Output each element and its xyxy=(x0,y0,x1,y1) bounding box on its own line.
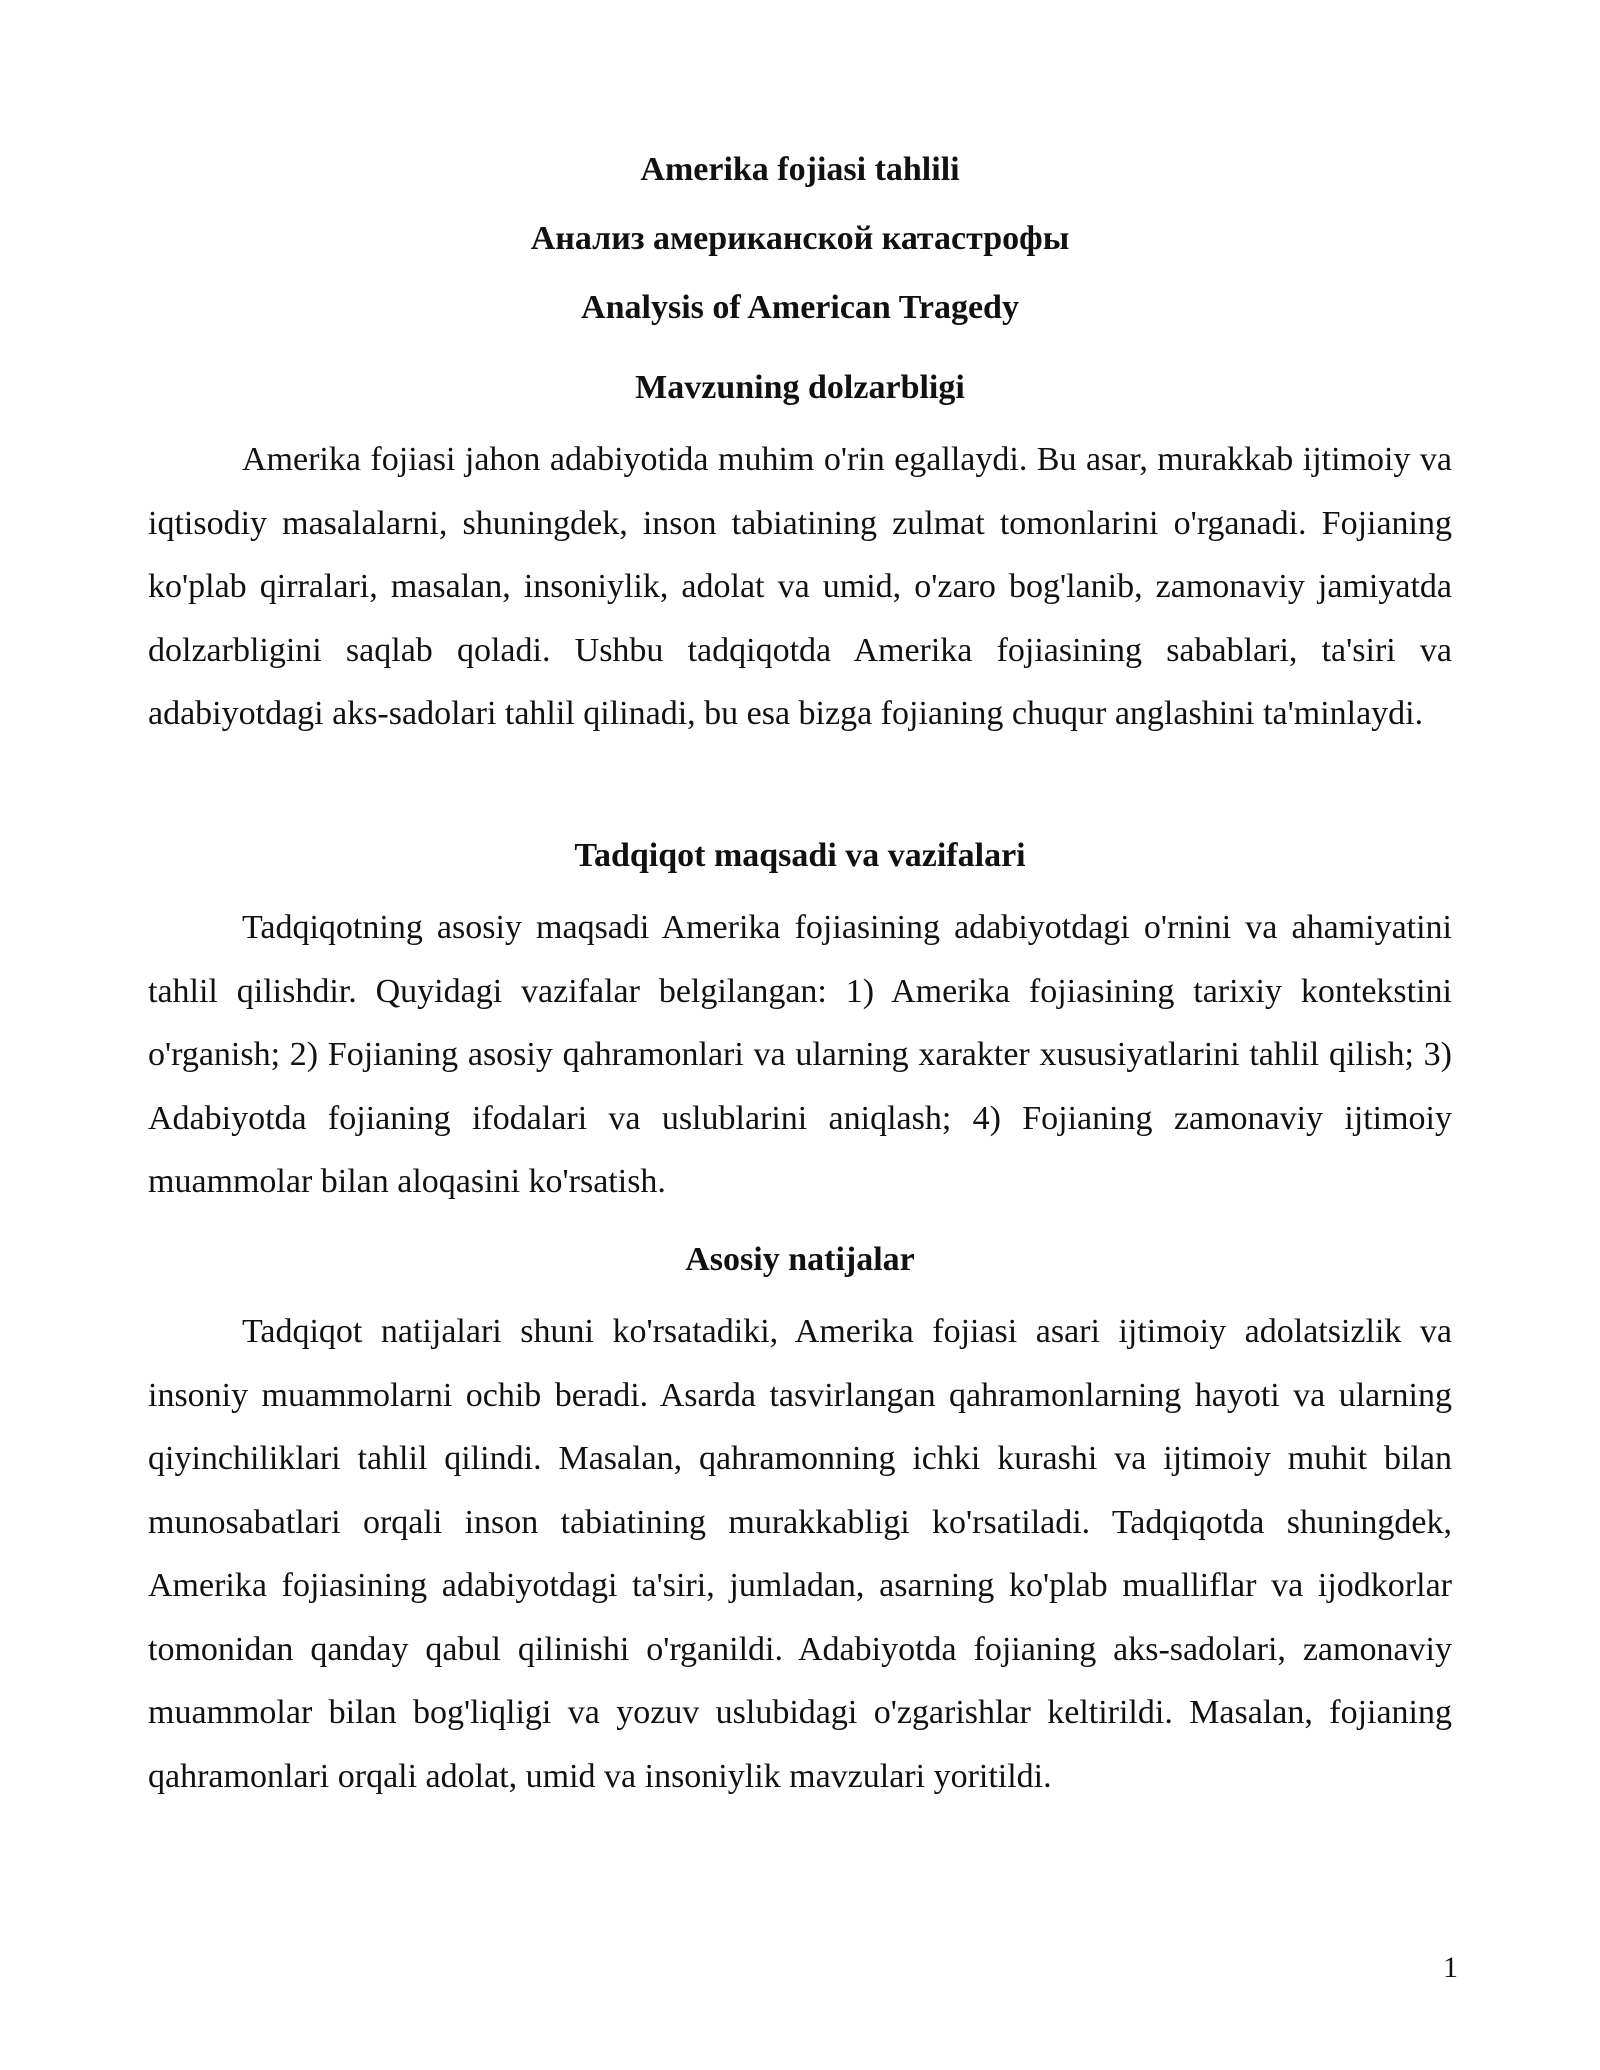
section-body-goals: Tadqiqotning asosiy maqsadi Amerika fojiasining adabiyotdagi o'rnini va ahamiyatini tahlil qilishdir. Quyidagi vazifalar belgilangan: 1) Amerika fojiasining tarixiy kontekstini o'rganish; 2) Fojianing asosiy qahramonlari va ularning xarakter xususiyatlarini tahlil qilish; 3) Adabiyotda fojianing ifodalari va uslublarini aniqlash; 4) Fojianing zamonaviy ijtimoiy muammolar bilan aloqasini ko'rsatish. xyxy=(148,909,1452,1200)
section-heading-goals: Tadqiqot maqsadi va vazifalari xyxy=(574,837,1026,874)
title-english: Analysis of American Tragedy xyxy=(581,289,1019,326)
title-russian: Анализ американской катастрофы xyxy=(530,220,1070,257)
section-heading-relevance: Mavzuning dolzarbligi xyxy=(635,369,965,406)
title-uzbek: Amerika fojiasi tahlili xyxy=(640,151,960,188)
section-body-relevance: Amerika fojiasi jahon adabiyotida muhim o'rin egallaydi. Bu asar, murakkab ijtimoiy va iqtisodiy masalalarni, shuningdek, inson tabiatining zulmat tomonlarini o'rganadi. Fojianing ko'plab qirralari, masalan, insoniylik, adolat va umid, o'zaro bog'lanib, zamonaviy jamiyatda dolzarbligini saqlab qoladi. Ushbu tadqiqotda Amerika fojiasining sabablari, ta'siri va adabiyotdagi aks-sadolari tahlil qilinadi, bu esa bizga fojianing chuqur anglashini ta'minlaydi. xyxy=(148,441,1452,732)
section-heading-results: Asosiy natijalar xyxy=(685,1241,915,1278)
page-number: 1 xyxy=(1443,1951,1458,1984)
section-body-results: Tadqiqot natijalari shuni ko'rsatadiki, Amerika fojiasi asari ijtimoiy adolatsizlik va insoniy muammolarni ochib beradi. Asarda tasvirlangan qahramonlarning hayoti va ularning qiyinchiliklari tahlil qilindi. Masalan, qahramonning ichki kurashi va ijtimoiy muhit bilan munosabatlari orqali inson tabiatining murakkabligi ko'rsatiladi. Tadqiqotda shuningdek, Amerika fojiasining adabiyotdagi ta'siri, jumladan, asarning ko'plab mualliflar va ijodkorlar tomonidan qanday qabul qilinishi o'rganildi. Adabiyotda fojianing aks-sadolari, zamonaviy muammolar bilan bog'liqligi va yozuv uslubidagi o'zgarishlar keltirildi. Masalan, fojianing qahramonlari orqali adolat, umid va insoniylik mavzulari yoritildi. xyxy=(148,1313,1452,1795)
